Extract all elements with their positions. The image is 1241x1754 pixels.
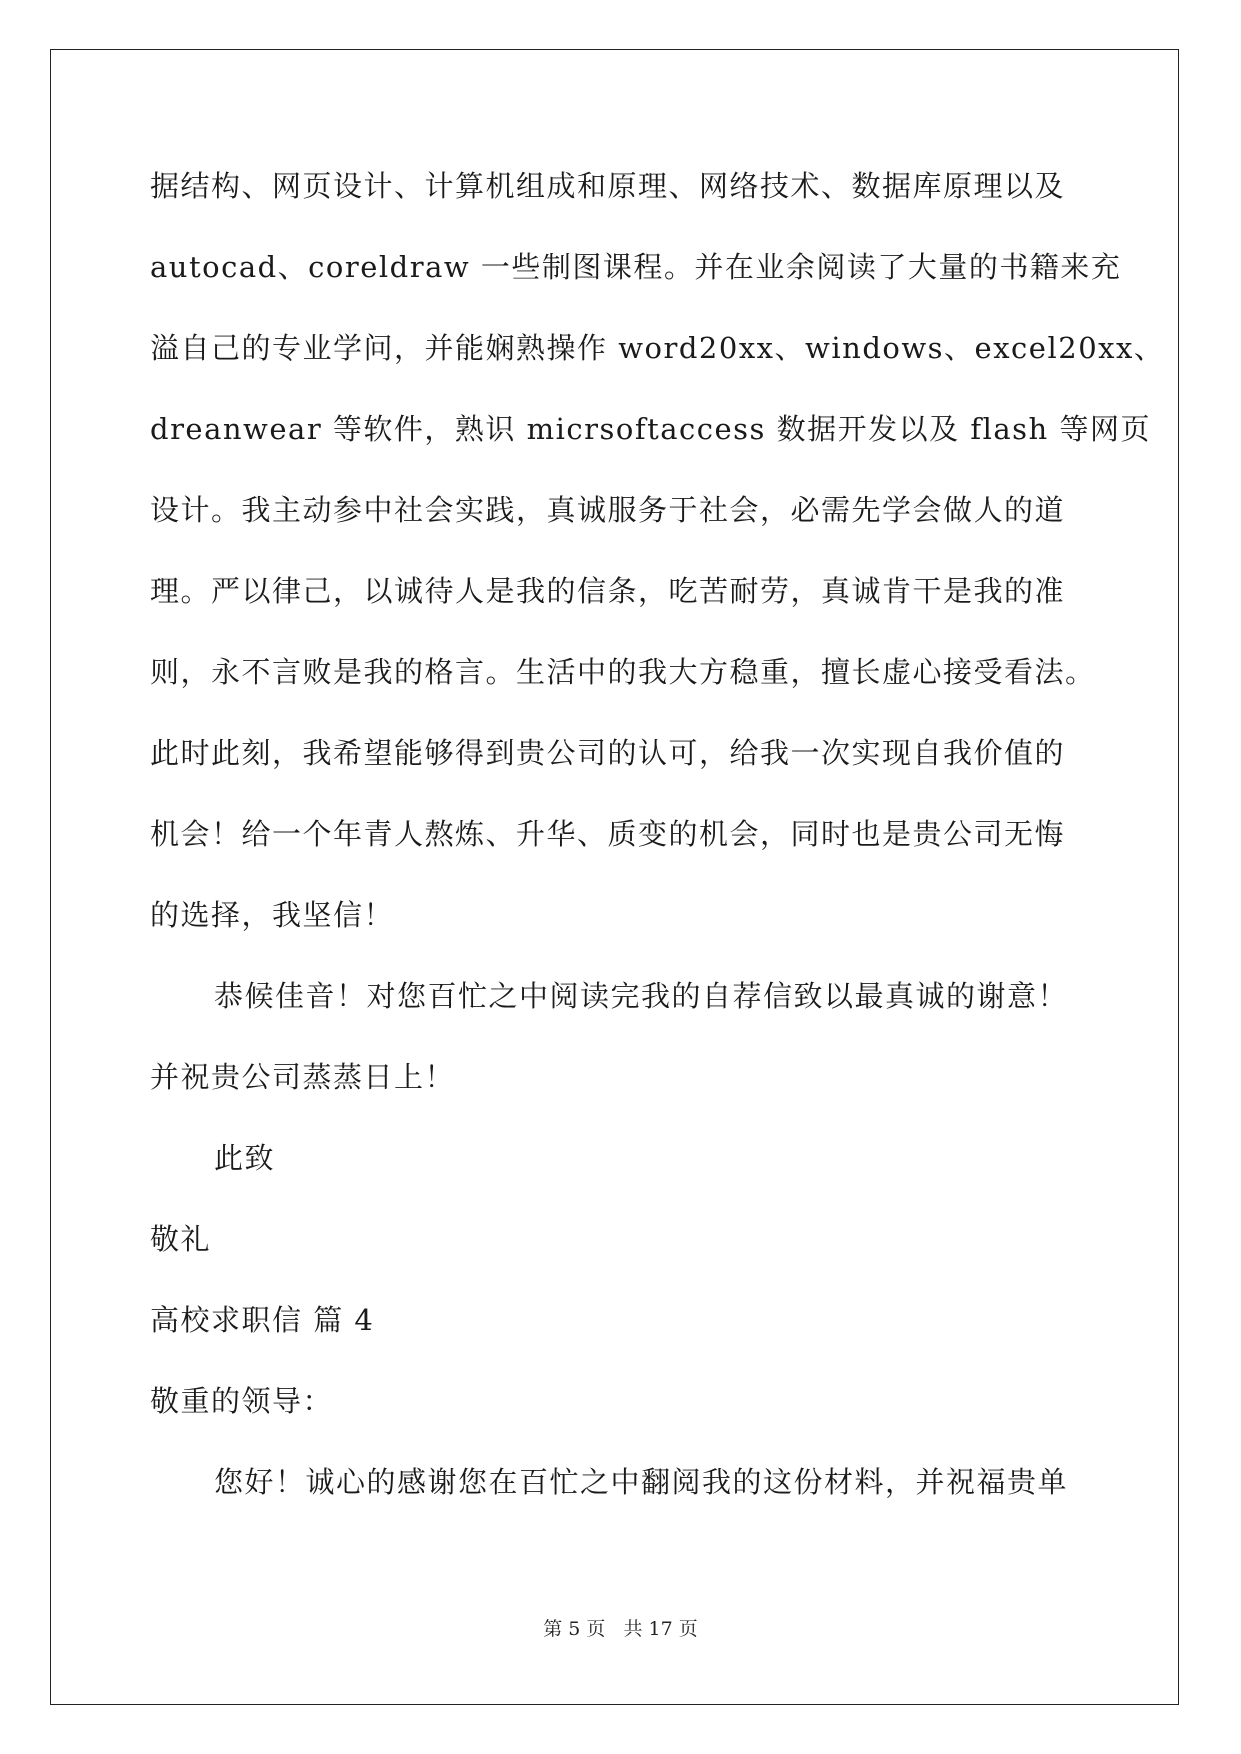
closing-salutation: 此致 bbox=[214, 1141, 276, 1175]
text-line: autocad、coreldraw 一些制图课程。并在业余阅读了大量的书籍来充 bbox=[150, 250, 1122, 284]
closing-regards: 敬礼 bbox=[150, 1222, 212, 1256]
text-line: 机会！给一个年青人熬炼、升华、质变的机会，同时也是贵公司无悔 bbox=[150, 817, 1066, 851]
section-heading: 高校求职信 篇 4 bbox=[150, 1303, 375, 1337]
text-line: 此时此刻，我希望能够得到贵公司的认可，给我一次实现自我价值的 bbox=[150, 736, 1066, 770]
text-line: 并祝贵公司蒸蒸日上！ bbox=[150, 1060, 456, 1094]
text-line: 理。严以律己，以诚待人是我的信条，吃苦耐劳，真诚肯干是我的准 bbox=[150, 574, 1066, 608]
text-line: dreanwear 等软件，熟识 micrsoftaccess 数据开发以及 flash 等网页 bbox=[150, 412, 1151, 446]
text-line: 恭候佳音！对您百忙之中阅读完我的自荐信致以最真诚的谢意！ bbox=[214, 979, 1069, 1013]
text-line: 设计。我主动参中社会实践，真诚服务于社会，必需先学会做人的道 bbox=[150, 493, 1066, 527]
text-line: 溢自己的专业学问，并能娴熟操作 word20xx、windows、excel20xx、 bbox=[150, 331, 1165, 365]
letter-greeting: 敬重的领导： bbox=[150, 1384, 334, 1418]
document-body bbox=[150, 160, 1165, 1537]
text-line: 则，永不言败是我的格言。生活中的我大方稳重，擅长虚心接受看法。 bbox=[150, 655, 1096, 689]
text-line: 据结构、网页设计、计算机组成和原理、网络技术、数据库原理以及 bbox=[150, 169, 1066, 203]
text-line: 您好！诚心的感谢您在百忙之中翻阅我的这份材料，并祝福贵单 bbox=[214, 1465, 1069, 1499]
text-line: 的选择，我坚信！ bbox=[150, 898, 395, 932]
page-number-footer: 第 5 页 共 17 页 bbox=[543, 1618, 698, 1640]
